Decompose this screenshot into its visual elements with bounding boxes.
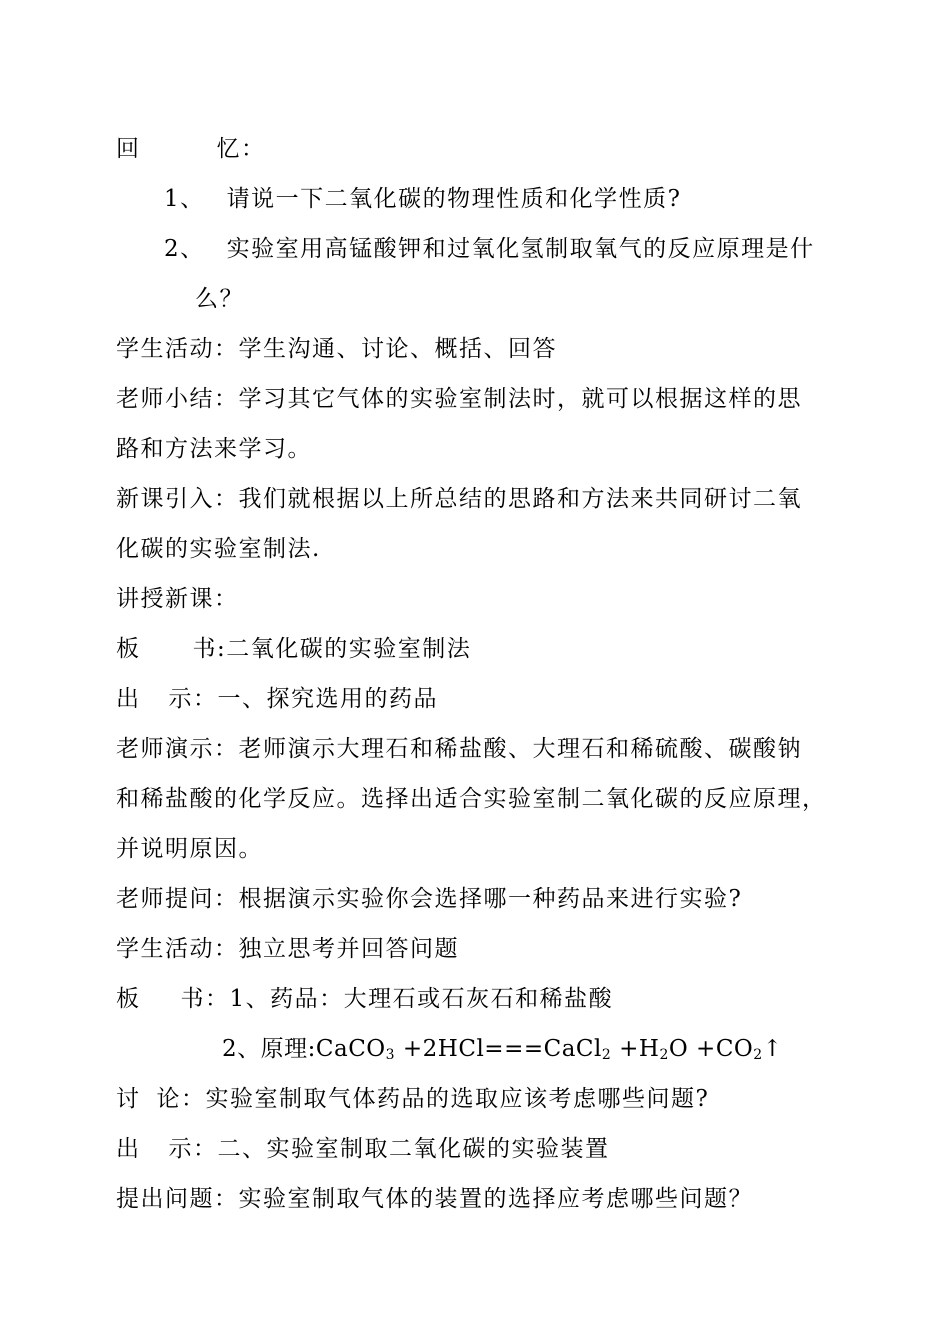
new-lesson-intro xyxy=(116,484,802,514)
paragraph-text: 书:二氧化碳的实验室制法 xyxy=(192,636,472,662)
question-number: 1、 xyxy=(164,186,205,212)
question-text: 实验室用高锰酸钾和过氧化氢制取氧气的反应原理是什 xyxy=(226,236,815,262)
paragraph-text: 论：实验室制取气体药品的选取应该考虑哪些问题? xyxy=(156,1086,710,1112)
label-char: 出 xyxy=(116,1136,141,1162)
paragraph-text: 学生活动：学生沟通、讨论、概括、回答 xyxy=(116,336,557,362)
teacher-demo-cont-2 xyxy=(116,834,263,864)
teacher-summary xyxy=(116,384,802,414)
formula-sub: 2 xyxy=(753,1047,763,1063)
formula-part: +H xyxy=(611,1036,660,1062)
discussion xyxy=(116,1084,709,1114)
paragraph-text: 化碳的实验室制法. xyxy=(116,536,321,562)
paragraph-text: 并说明原因。 xyxy=(116,836,263,862)
review-question-2 xyxy=(164,234,815,264)
formula-sub: 2 xyxy=(659,1047,669,1063)
board-writing-2 xyxy=(116,984,613,1014)
review-heading xyxy=(116,134,266,164)
question-text: 请说一下二氧化碳的物理性质和化学性质? xyxy=(226,186,682,212)
label-char: 板 xyxy=(116,986,141,1012)
paragraph-text: 示：一、探究选用的药品 xyxy=(168,686,438,712)
student-activity-2 xyxy=(116,934,459,964)
heading-char-2: 忆： xyxy=(216,136,266,162)
show-1 xyxy=(116,684,438,714)
paragraph-text: 书：1、药品：大理石或石灰石和稀盐酸 xyxy=(180,986,614,1012)
formula-part: O +CO xyxy=(668,1036,754,1062)
formula-part: +2HCl===CaCl xyxy=(395,1036,602,1062)
gas-arrow: ↑ xyxy=(762,1036,783,1062)
paragraph-text: 老师小结：学习其它气体的实验室制法时，就可以根据这样的思 xyxy=(116,386,802,412)
paragraph-text: 学生活动：独立思考并回答问题 xyxy=(116,936,459,962)
teacher-demo-cont-1 xyxy=(116,784,827,814)
paragraph-text: 和稀盐酸的化学反应。选择出适合实验室制二氧化碳的反应原理， xyxy=(116,786,827,812)
paragraph-text: 路和方法来学习。 xyxy=(116,436,312,462)
teacher-demo xyxy=(116,734,802,764)
paragraph-text: 示：二、实验室制取二氧化碳的实验装置 xyxy=(168,1136,610,1162)
label-char: 讨 xyxy=(116,1086,141,1112)
paragraph-text: 讲授新课： xyxy=(116,586,239,612)
raise-question xyxy=(116,1184,753,1214)
paragraph-text: 么？ xyxy=(195,286,244,312)
label-char: 出 xyxy=(116,686,141,712)
heading-char-1: 回 xyxy=(116,136,141,162)
reaction-formula xyxy=(222,1034,782,1064)
paragraph-text: 提出问题：实验室制取气体的装置的选择应考虑哪些问题？ xyxy=(116,1186,753,1212)
teacher-question xyxy=(116,884,742,914)
teach-new-lesson xyxy=(116,584,239,614)
paragraph-text: 老师演示：老师演示大理石和稀盐酸、大理石和稀硫酸、碳酸钠 xyxy=(116,736,802,762)
paragraph-text: 新课引入：我们就根据以上所总结的思路和方法来共同研讨二氧 xyxy=(116,486,802,512)
review-question-1 xyxy=(164,184,681,214)
label-char: 板 xyxy=(116,636,141,662)
review-question-2-cont xyxy=(195,284,244,314)
paragraph-text: 老师提问：根据演示实验你会选择哪一种药品来进行实验? xyxy=(116,886,743,912)
student-activity-1 xyxy=(116,334,557,364)
question-number: 2、 xyxy=(164,236,205,262)
formula-sub: 3 xyxy=(385,1047,396,1063)
formula-sub: 2 xyxy=(601,1047,612,1063)
new-lesson-intro-cont xyxy=(116,534,321,564)
board-writing-1 xyxy=(116,634,471,664)
teacher-summary-cont xyxy=(116,434,312,464)
formula-prefix: 2、原理:CaCO xyxy=(222,1036,386,1062)
show-2 xyxy=(116,1134,610,1164)
